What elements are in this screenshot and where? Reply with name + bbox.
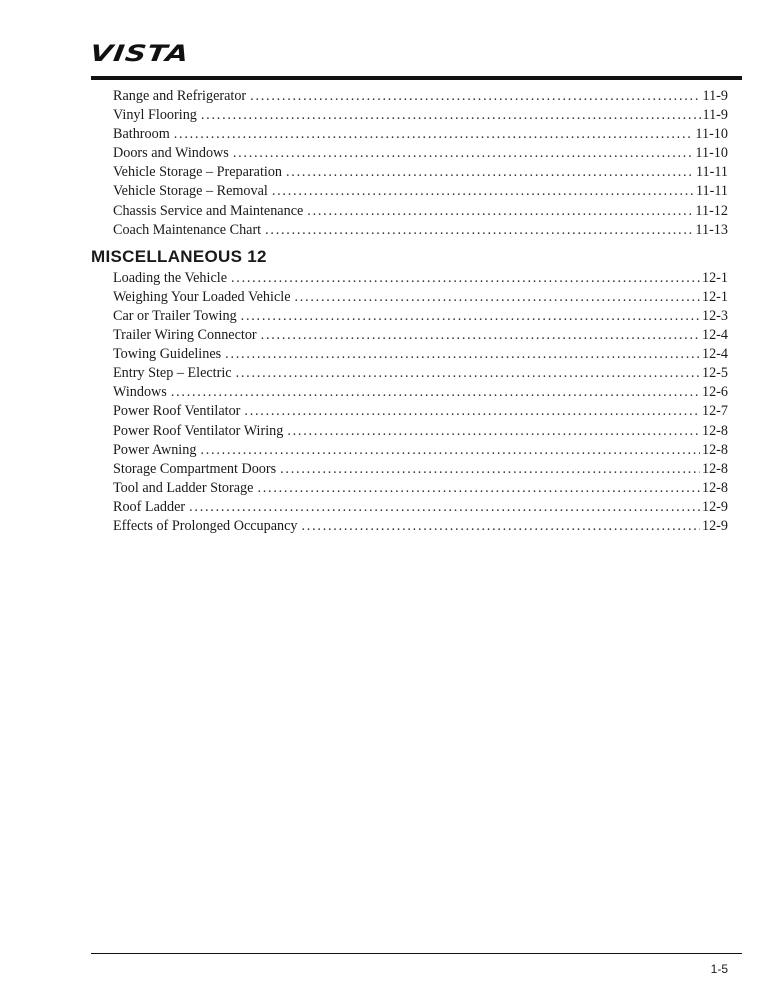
dot-leader <box>261 326 700 345</box>
toc-entry[interactable] <box>113 326 728 345</box>
toc-entry-title: Tool and Ladder Storage <box>113 479 254 496</box>
toc-entry[interactable] <box>113 345 728 364</box>
toc-entry-page: 12-8 <box>701 441 728 458</box>
toc-entry-title: Vehicle Storage – Preparation <box>113 164 283 181</box>
toc-entry-page: 12-4 <box>701 327 728 344</box>
toc-entry[interactable] <box>113 182 728 201</box>
toc-entry-page: 11-9 <box>702 107 728 124</box>
toc-entry[interactable] <box>113 221 728 240</box>
toc-entry-page: 12-1 <box>701 288 728 305</box>
toc-entry-page: 11-13 <box>695 221 728 238</box>
toc-entry[interactable] <box>113 106 728 125</box>
toc-entry-page: 12-9 <box>701 517 728 534</box>
toc-entry-page: 12-8 <box>701 422 728 439</box>
dot-leader <box>231 269 700 288</box>
toc-entry[interactable] <box>113 479 728 498</box>
toc-list-miscellaneous <box>91 269 728 536</box>
toc-entry-title: Towing Guidelines <box>113 346 222 363</box>
toc-entry-page: 12-1 <box>701 269 728 286</box>
dot-leader <box>286 163 694 182</box>
toc-entry[interactable] <box>113 383 728 402</box>
toc-entry[interactable] <box>113 202 728 221</box>
toc-entry-page: 11-11 <box>695 183 728 200</box>
toc-entry-title: Weighing Your Loaded Vehicle <box>113 288 291 305</box>
toc-entry-title: Vinyl Flooring <box>113 107 197 124</box>
toc-entry-title: Doors and Windows <box>113 145 229 162</box>
dot-leader <box>200 441 700 460</box>
page-number: 1-5 <box>710 962 728 976</box>
dot-leader <box>257 479 700 498</box>
dot-leader <box>225 345 700 364</box>
toc-entry-page: 12-8 <box>701 460 728 477</box>
toc-entry[interactable] <box>113 422 728 441</box>
toc-entry[interactable] <box>113 269 728 288</box>
dot-leader <box>201 106 701 125</box>
dot-leader <box>171 383 700 402</box>
toc-entry-page: 12-3 <box>701 307 728 324</box>
toc-entry-title: Entry Step – Electric <box>113 365 232 382</box>
toc-entry-page: 12-8 <box>701 479 728 496</box>
toc-entry-title: Range and Refrigerator <box>113 88 247 104</box>
dot-leader <box>272 182 694 201</box>
toc-entry[interactable] <box>113 87 728 106</box>
footer-divider <box>91 953 742 954</box>
header-divider <box>91 76 742 80</box>
toc-entry-page: 12-4 <box>701 346 728 363</box>
toc-entry-title: Roof Ladder <box>113 498 186 515</box>
toc-entry[interactable] <box>113 402 728 421</box>
dot-leader <box>250 87 700 106</box>
toc-entry-title: Chassis Service and Maintenance <box>113 202 304 219</box>
toc-entry[interactable] <box>113 517 728 536</box>
table-of-contents <box>91 87 728 536</box>
toc-entry-title: Vehicle Storage – Removal <box>113 183 268 200</box>
toc-entry-page: 12-7 <box>701 403 728 420</box>
toc-entry-title: Power Roof Ventilator Wiring <box>113 422 284 439</box>
toc-entry-title: Storage Compartment Doors <box>113 460 277 477</box>
dot-leader <box>287 422 700 441</box>
toc-entry[interactable] <box>113 441 728 460</box>
dot-leader <box>295 288 700 307</box>
toc-entry-title: Loading the Vehicle <box>113 269 227 286</box>
dot-leader <box>174 125 694 144</box>
dot-leader <box>236 364 700 383</box>
toc-list-continued <box>91 87 728 240</box>
section-heading: MISCELLANEOUS 12 <box>91 246 267 266</box>
dot-leader <box>244 402 700 421</box>
toc-entry[interactable] <box>113 144 728 163</box>
dot-leader <box>233 144 694 163</box>
toc-entry-title: Trailer Wiring Connector <box>113 327 257 344</box>
dot-leader <box>307 202 693 221</box>
toc-entry-title: Windows <box>113 384 167 401</box>
toc-entry-page: 11-9 <box>702 88 728 104</box>
dot-leader <box>189 498 700 517</box>
toc-entry[interactable] <box>113 498 728 517</box>
dot-leader <box>280 460 700 479</box>
toc-entry-title: Car or Trailer Towing <box>113 307 237 324</box>
toc-entry[interactable] <box>113 125 728 144</box>
dot-leader <box>241 307 700 326</box>
dot-leader <box>265 221 693 240</box>
toc-entry[interactable] <box>113 364 728 383</box>
toc-entry-page: 11-12 <box>695 202 728 219</box>
toc-entry-title: Power Roof Ventilator <box>113 403 241 420</box>
toc-entry[interactable] <box>113 288 728 307</box>
toc-entry-page: 12-9 <box>701 498 728 515</box>
toc-entry-page: 12-5 <box>701 365 728 382</box>
toc-entry[interactable] <box>113 307 728 326</box>
toc-entry-title: Effects of Prolonged Occupancy <box>113 517 298 534</box>
toc-entry-title: Coach Maintenance Chart <box>113 221 262 238</box>
toc-entry-page: 11-10 <box>695 126 728 143</box>
toc-entry-title: Power Awning <box>113 441 197 458</box>
toc-entry-page: 11-11 <box>695 164 728 181</box>
toc-entry[interactable] <box>113 163 728 182</box>
toc-entry[interactable] <box>113 460 728 479</box>
toc-entry-page: 12-6 <box>701 384 728 401</box>
toc-entry-page: 11-10 <box>695 145 728 162</box>
vista-logo: VISTA <box>88 40 192 67</box>
dot-leader <box>302 517 700 536</box>
toc-entry-title: Bathroom <box>113 126 170 143</box>
